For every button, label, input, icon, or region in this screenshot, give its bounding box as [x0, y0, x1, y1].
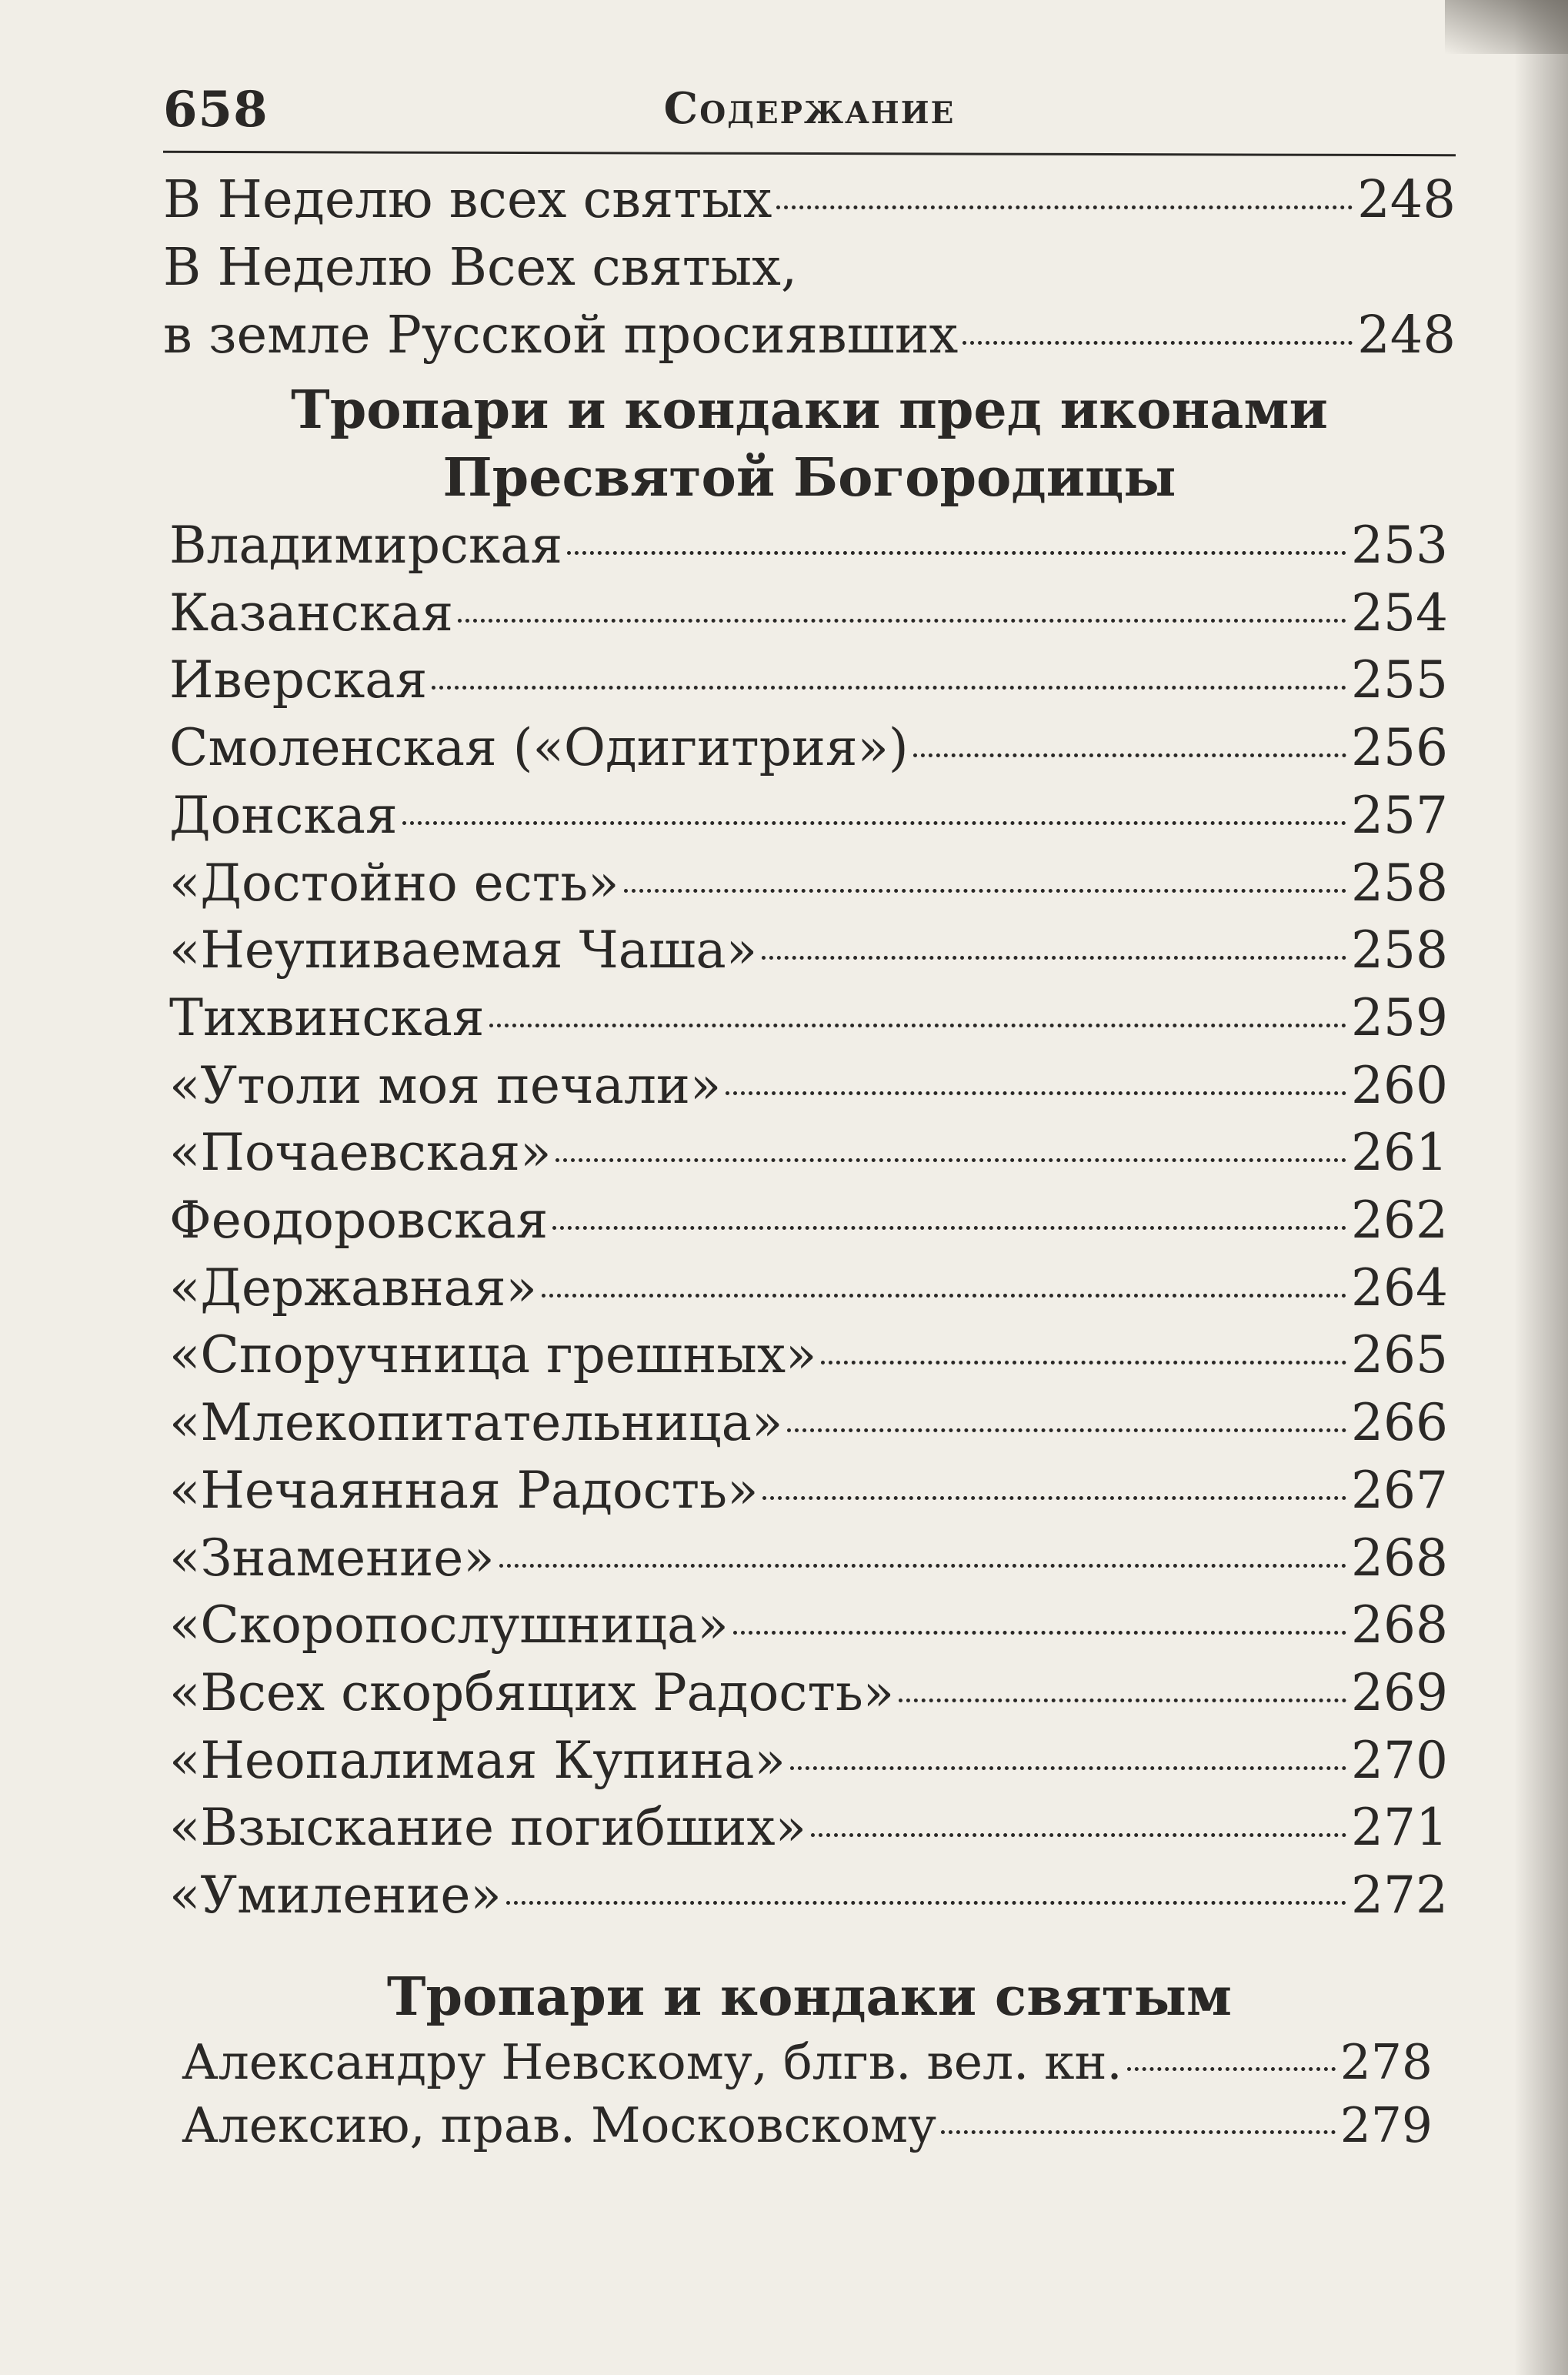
toc-entry-label: «Умиление» [169, 1866, 502, 1926]
dot-leader [1127, 2067, 1336, 2071]
toc-entry [169, 512, 1448, 580]
dot-leader [790, 1766, 1346, 1770]
toc-entry-page: 267 [1351, 1460, 1448, 1520]
icons-toc-list [163, 512, 1456, 1929]
saints-toc-list [163, 2031, 1456, 2157]
dot-leader [899, 1699, 1346, 1702]
dot-leader [506, 1901, 1346, 1905]
dot-leader [624, 889, 1346, 893]
toc-entry-label: «Скоропослушница» [169, 1595, 729, 1655]
toc-entry-page: 248 [1357, 169, 1456, 229]
dot-leader [555, 1158, 1346, 1162]
dot-leader [787, 1428, 1346, 1432]
dot-leader [567, 551, 1346, 555]
toc-entry [169, 782, 1448, 850]
dot-leader [489, 1024, 1346, 1027]
dot-leader [726, 1091, 1346, 1095]
section-heading-saints: Тропари и кондаки святым [386, 1966, 1233, 2028]
dot-leader [458, 619, 1346, 623]
dot-leader [776, 205, 1353, 209]
toc-entry [169, 1457, 1448, 1525]
dot-leader [941, 2130, 1336, 2134]
toc-entry-label: «Всех скорбящих Радость» [169, 1662, 895, 1722]
toc-entry-page: 260 [1351, 1055, 1448, 1115]
toc-entry-page: 268 [1351, 1528, 1448, 1588]
toc-entry [182, 2031, 1433, 2094]
book-page [163, 77, 1456, 2157]
toc-entry-label: «Достойно есть» [169, 853, 619, 913]
toc-entry-page: 248 [1357, 305, 1456, 365]
page-number: 658 [163, 81, 269, 139]
toc-entry [169, 1727, 1448, 1795]
page-edge-shadow [1514, 0, 1568, 2375]
toc-entry-page: 258 [1351, 853, 1448, 913]
sundays-block [163, 165, 1456, 369]
toc-entry-label: «Утоли моя печали» [169, 1055, 722, 1115]
dot-leader [913, 753, 1346, 757]
toc-entry-page: 272 [1351, 1866, 1448, 1926]
toc-entry [182, 2094, 1433, 2157]
toc-entry-label: «Державная» [169, 1258, 537, 1318]
toc-entry [169, 1525, 1448, 1592]
toc-entry-page: 258 [1351, 920, 1448, 980]
toc-entry-page: 262 [1351, 1191, 1448, 1251]
toc-entry [169, 1254, 1448, 1322]
section-heading-icons [163, 376, 1456, 512]
toc-entry [169, 984, 1448, 1052]
toc-entry-label: «Млекопитательница» [169, 1393, 783, 1453]
toc-entry-page: 278 [1339, 2033, 1433, 2090]
toc-entry-label: Алексию, прав. Московскому [182, 2096, 937, 2153]
toc-entry-page: 255 [1351, 650, 1448, 710]
toc-entry-label: Александру Невскому, блгв. вел. кн. [182, 2033, 1123, 2090]
toc-entry-label: в земле Русской просиявших [163, 305, 959, 365]
toc-entry-label: Иверская [169, 650, 428, 710]
dot-leader [762, 956, 1346, 960]
toc-entry-page: 279 [1339, 2096, 1433, 2153]
toc-entry-label: «Почаевская» [169, 1123, 552, 1183]
toc-entry-label-line1: В Неделю Всех святых, [163, 237, 798, 297]
toc-entry-page: 268 [1351, 1595, 1448, 1655]
toc-entry [169, 580, 1448, 647]
toc-entry [163, 301, 1456, 369]
toc-entry-label: «Споручница грешных» [169, 1325, 817, 1385]
toc-entry-page: 253 [1351, 516, 1448, 575]
toc-entry-label: Казанская [169, 583, 453, 643]
toc-entry-page: 265 [1351, 1325, 1448, 1385]
toc-entry [169, 1862, 1448, 1929]
toc-entry-page: 261 [1351, 1123, 1448, 1183]
toc-entry-label: «Нечаянная Радость» [169, 1460, 759, 1520]
toc-entry [169, 1187, 1448, 1254]
toc-entry-label: В Неделю всех святых [163, 169, 772, 229]
toc-entry-page: 259 [1351, 987, 1448, 1047]
toc-entry [169, 1119, 1448, 1187]
toc-entry-label: «Взыскание погибших» [169, 1798, 806, 1858]
toc-entry [169, 646, 1448, 714]
toc-entry-label: Смоленская («Одигитрия») [169, 718, 909, 778]
dot-leader [432, 686, 1346, 690]
dot-leader [762, 1496, 1346, 1500]
toc-entry [169, 714, 1448, 782]
page-corner-shadow [1445, 0, 1568, 54]
dot-leader [402, 821, 1346, 825]
toc-entry-page: 271 [1351, 1798, 1448, 1858]
toc-entry [169, 1052, 1448, 1120]
dot-leader [552, 1226, 1346, 1230]
toc-entry-page: 266 [1351, 1393, 1448, 1453]
toc-entry-page: 256 [1351, 718, 1448, 778]
dot-leader [811, 1833, 1346, 1837]
toc-entry [169, 1659, 1448, 1727]
toc-entry [169, 1321, 1448, 1389]
dot-leader [821, 1361, 1346, 1365]
dot-leader [962, 341, 1353, 345]
toc-entry-label: «Неупиваемая Чаша» [169, 920, 758, 980]
toc-entry [169, 1592, 1448, 1659]
toc-entry [169, 850, 1448, 917]
toc-entry-page: 257 [1351, 785, 1448, 845]
toc-entry-label: Владимирская [169, 516, 563, 575]
toc-entry-page: 264 [1351, 1258, 1448, 1318]
toc-entry-label: «Неопалимая Купина» [169, 1730, 786, 1790]
toc-entry-label: Феодоровская [169, 1191, 549, 1251]
dot-leader [542, 1294, 1346, 1298]
running-title: Содержание [663, 83, 956, 134]
toc-entry-page: 270 [1351, 1730, 1448, 1790]
toc-entry-label: Тихвинская [169, 987, 485, 1047]
toc-entry [169, 1794, 1448, 1862]
section-heading-line2: Пресвятой Богородицы [442, 447, 1176, 509]
dot-leader [733, 1631, 1346, 1635]
dot-leader [499, 1564, 1346, 1568]
toc-entry-label: «Знамение» [169, 1528, 495, 1588]
running-head [163, 77, 1456, 146]
toc-entry [169, 1389, 1448, 1457]
toc-entry-label: Донская [169, 785, 398, 845]
toc-entry-page: 269 [1351, 1662, 1448, 1722]
toc-entry [163, 165, 1456, 233]
header-rule [163, 151, 1456, 156]
toc-entry [169, 917, 1448, 984]
toc-entry-page: 254 [1351, 583, 1448, 643]
section-heading-line1: Тропари и кондаки пред иконами [291, 379, 1328, 441]
